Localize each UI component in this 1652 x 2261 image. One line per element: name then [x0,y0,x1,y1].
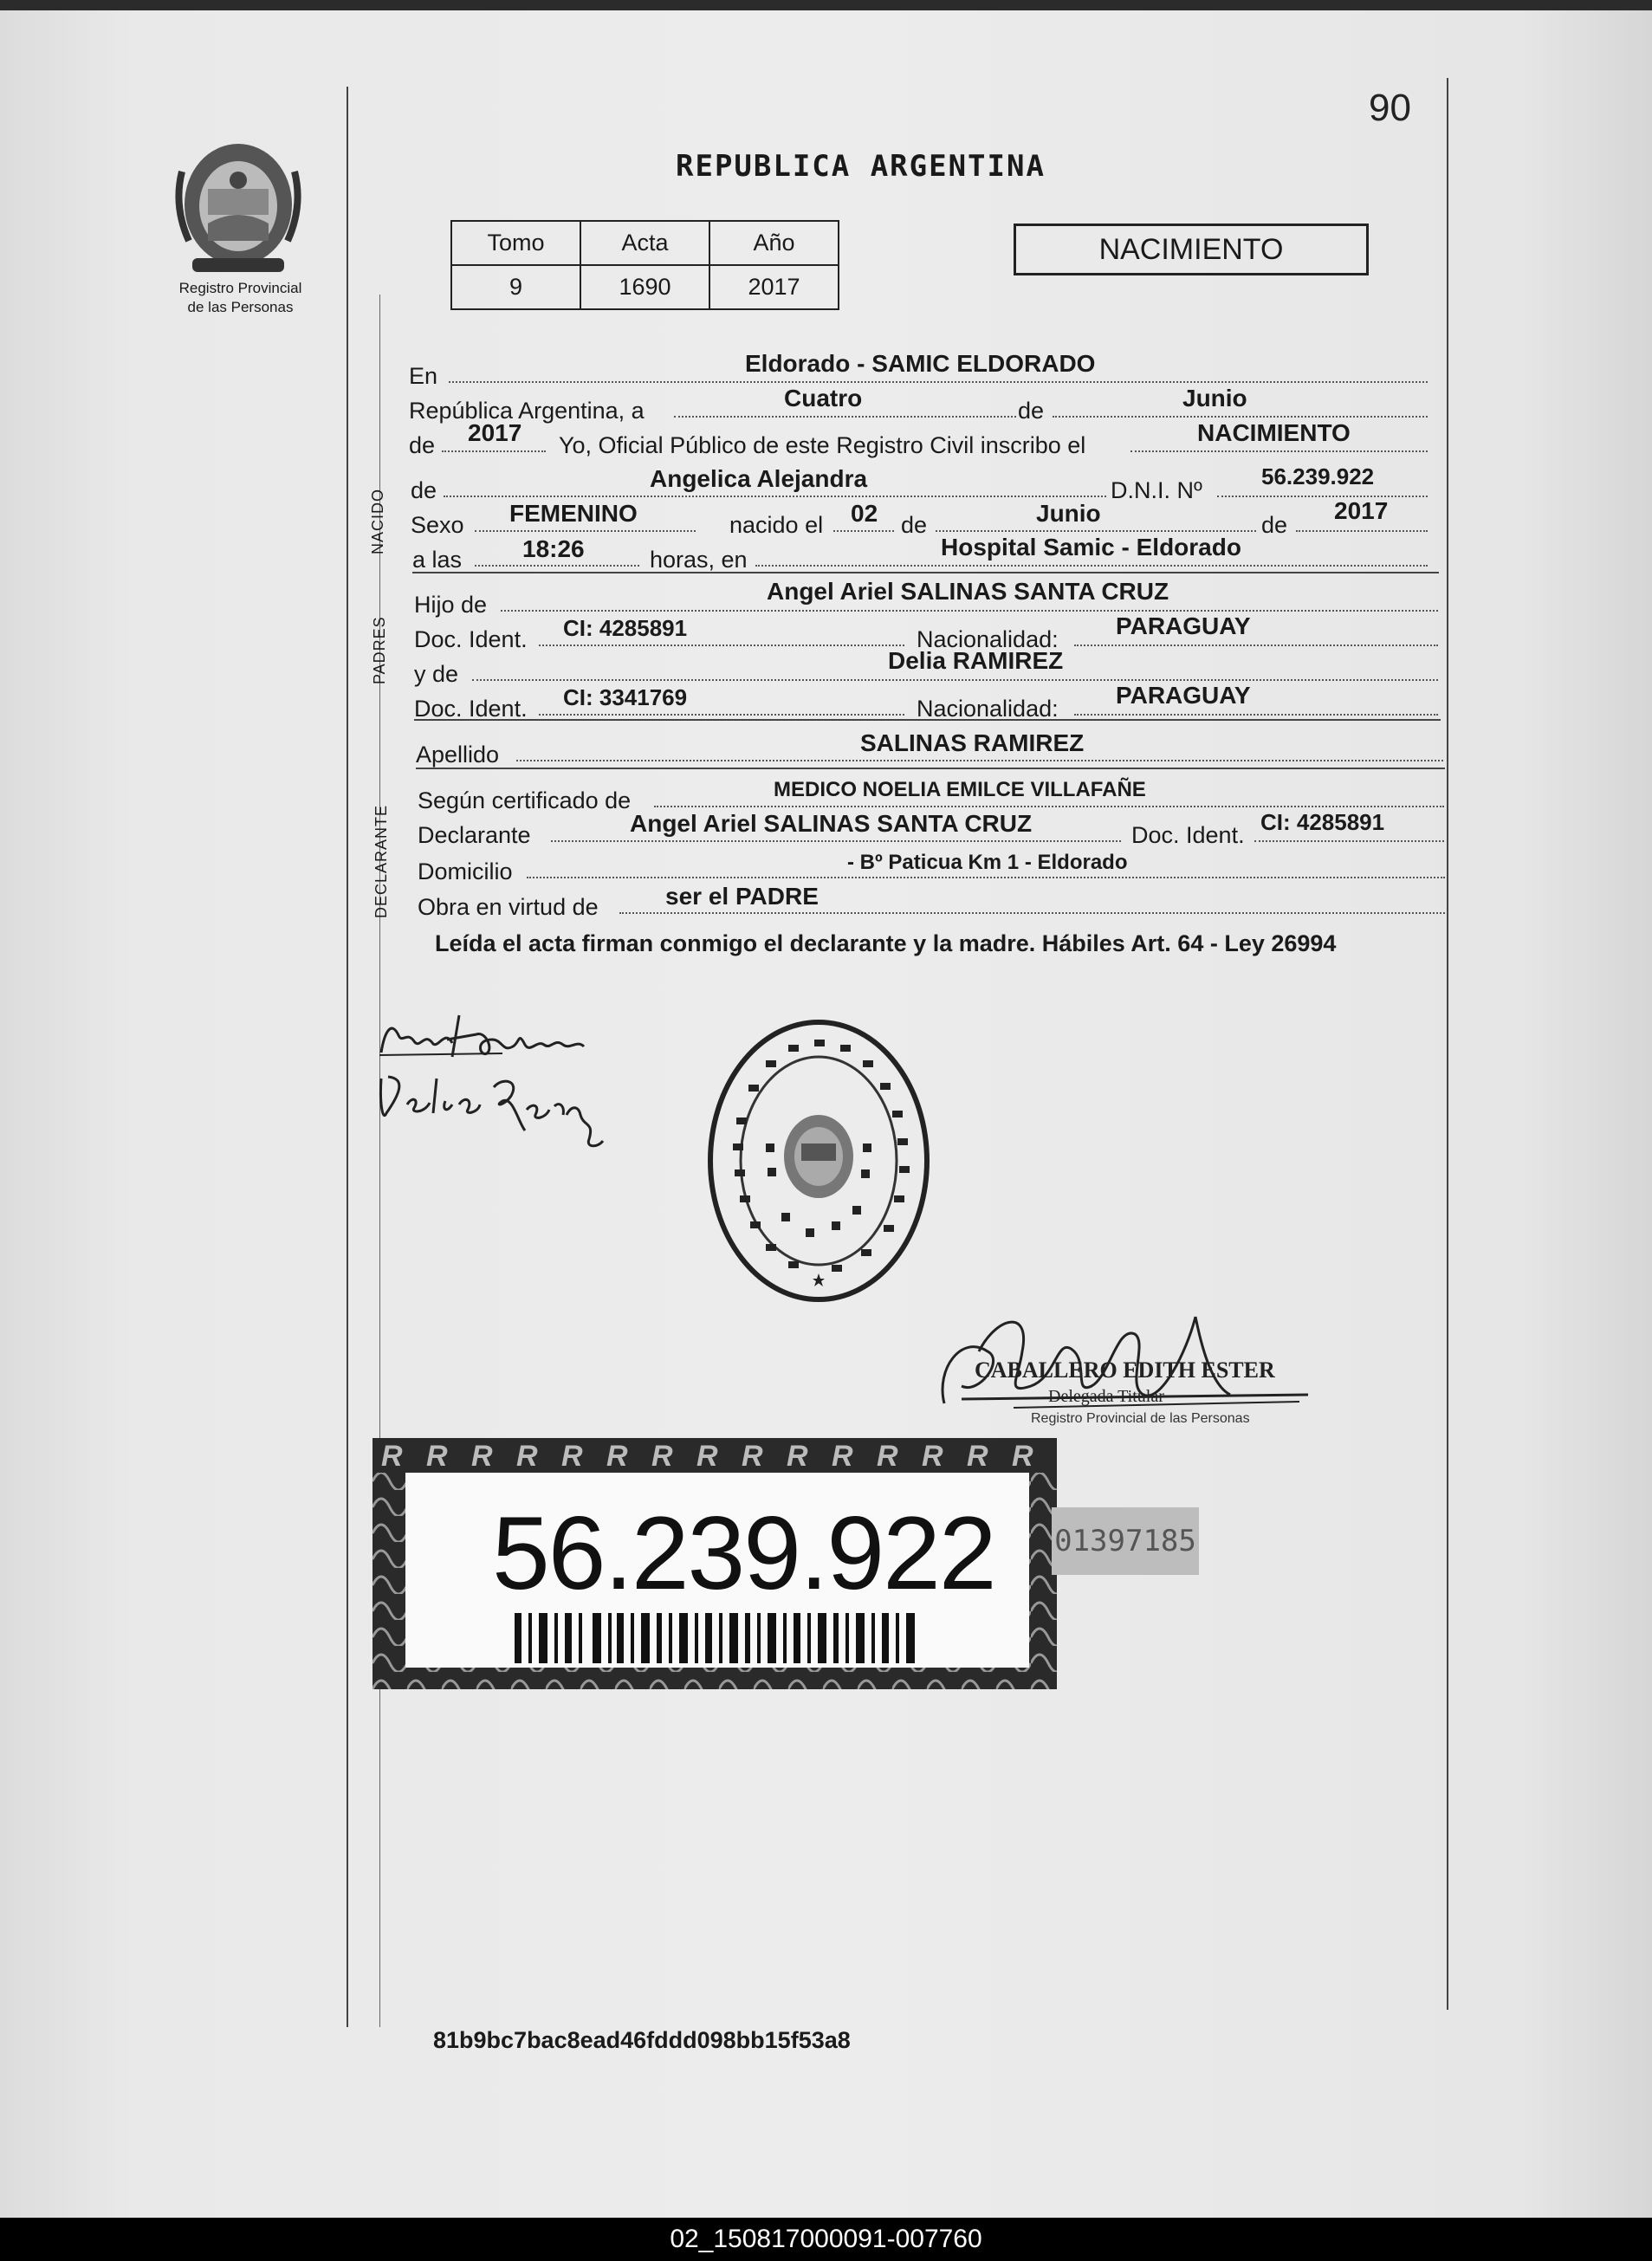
padre-value: Angel Ariel SALINAS SANTA CRUZ [767,578,1169,605]
table-value-tomo: 9 [451,265,580,309]
barcode-number: 56.239.922 [492,1495,995,1611]
madre-value: Delia RAMIREZ [888,647,1064,674]
table-value-anio: 2017 [709,265,839,309]
de3-label: de [411,477,437,503]
lugar-value: Hospital Samic - Eldorado [941,534,1241,560]
certificado-value: MEDICO NOELIA EMILCE VILLAFAÑE [774,778,1146,801]
dotted-line [501,610,1438,612]
domicilio-value: - Bº Paticua Km 1 - Eldorado [847,851,1128,874]
hijo-label: Hijo de [414,592,488,618]
madre-nac: PARAGUAY [1116,682,1251,709]
document-hash: 81b9bc7bac8ead46fddd098bb15f53a8 [433,2027,851,2053]
dotted-line [449,381,1428,383]
de2-label: de [409,432,436,458]
nacionalidad-label: Nacionalidad: [917,696,1059,722]
alas-label: a las [412,547,463,573]
dotted-line [619,912,1445,914]
scan-top-edge [0,0,1652,10]
docident-label: Doc. Ident. [1131,822,1245,848]
barcode-label [373,1438,1057,1689]
control-number-stamp: 01397185 [1052,1507,1199,1575]
apellido-value: SALINAS RAMIREZ [860,729,1085,756]
segun-label: Según certificado de [418,787,632,813]
record-type-box: NACIMIENTO [1014,224,1369,275]
de5-label: de [1261,512,1288,538]
mes-value: Junio [1182,385,1247,411]
de-label: de [1018,398,1045,424]
inscribo-value: NACIMIENTO [1197,419,1351,446]
file-id-footer: 02_150817000091-007760 [0,2218,1652,2261]
nac-dia: 02 [851,500,878,527]
dotted-line [539,714,904,716]
dotted-line [755,565,1428,567]
en-value: Eldorado - SAMIC ELDORADO [745,350,1096,377]
padre-nac: PARAGUAY [1116,612,1251,639]
dotted-line [442,450,546,452]
apellido-label: Apellido [416,742,500,768]
right-margin-line [1447,78,1448,2010]
declarante-value: Angel Ariel SALINAS SANTA CRUZ [630,810,1033,837]
side-label-nacido: NACIDO [369,488,386,554]
document-title: REPUBLICA ARGENTINA [676,149,1046,184]
nacionalidad-label: Nacionalidad: [917,626,1059,652]
dotted-line [551,840,1121,842]
signature-mother [373,1061,632,1165]
dotted-line [527,877,1445,878]
official-title-text: Delegada Titular [1048,1387,1164,1406]
tomo-acta-table [450,220,839,310]
yo-text: Yo, Oficial Público de este Registro Civil inscribo el [559,432,1086,458]
dotted-line [472,679,1438,681]
dotted-line [1130,450,1428,452]
section-separator [414,719,1441,721]
official-name-text: CABALLERO EDITH ESTER [975,1357,1275,1383]
anio-value: 2017 [468,419,522,446]
obra-label: Obra en virtud de [418,894,599,920]
dotted-line [1074,645,1438,646]
nac-anio: 2017 [1334,497,1389,524]
hora-value: 18:26 [522,535,585,562]
docident-label: Doc. Ident. [414,696,528,722]
dotted-line [516,760,1443,761]
dotted-line [1053,416,1428,418]
table-header-anio: Año [709,221,839,265]
dotted-line [1296,530,1428,532]
yde-label: y de [414,661,459,687]
dotted-line [1074,714,1438,716]
nombre-value: Angelica Alejandra [650,465,868,492]
barcode-white-area [405,1473,1029,1668]
en-label: En [409,363,438,389]
dotted-line [936,530,1256,532]
official-signature [927,1299,1325,1438]
obra-value: ser el PADRE [665,883,819,910]
dia-value: Cuatro [784,385,863,411]
dotted-line [475,530,696,532]
section-separator [416,768,1445,769]
dni-value: 56.239.922 [1261,463,1375,489]
dotted-line [444,496,1106,497]
dotted-line [1217,496,1428,497]
madre-doc: CI: 3341769 [563,684,688,710]
dotted-line [674,416,1016,418]
sexo-label: Sexo [411,512,464,538]
republica-label: República Argentina, a [409,398,645,424]
table-value-acta: 1690 [580,265,709,309]
dotted-line [833,530,894,532]
dotted-line [475,565,639,567]
dni-label: D.N.I. Nº [1111,477,1202,503]
provincia-misiones-crest [173,137,303,275]
signature-father [373,1005,598,1066]
de4-label: de [901,512,928,538]
registro-label [147,279,334,317]
declarante-doc: CI: 4285891 [1260,809,1385,835]
dotted-line [539,645,904,646]
registro-line-2: de las Personas [187,299,294,315]
registro-line-1: Registro Provincial [178,280,302,296]
nac-mes: Junio [1036,500,1101,527]
left-margin-line [347,87,348,2027]
barcode-bars [515,1613,922,1663]
horas-label: horas, en [650,547,748,573]
section-separator [412,572,1439,573]
domicilio-label: Domicilio [418,858,513,884]
registro-provincial-seal [702,1014,936,1308]
official-sub-text: Registro Provincial de las Personas [1031,1411,1250,1426]
dotted-line [654,806,1444,807]
padre-doc: CI: 4285891 [563,615,688,641]
side-label-declarante: DECLARANTE [373,804,390,918]
nacido-label: nacido el [729,512,824,538]
declarante-label: Declarante [418,822,531,848]
page-number: 90 [1369,87,1411,129]
table-header-tomo: Tomo [451,221,580,265]
docident-label: Doc. Ident. [414,626,528,652]
closing-text: Leída el acta firman conmigo el declarante y la madre. Hábiles Art. 64 - Ley 26994 [435,930,1337,956]
sexo-value: FEMENINO [509,500,638,527]
dotted-line [1254,840,1444,842]
side-label-padres: PADRES [371,616,388,684]
table-header-acta: Acta [580,221,709,265]
